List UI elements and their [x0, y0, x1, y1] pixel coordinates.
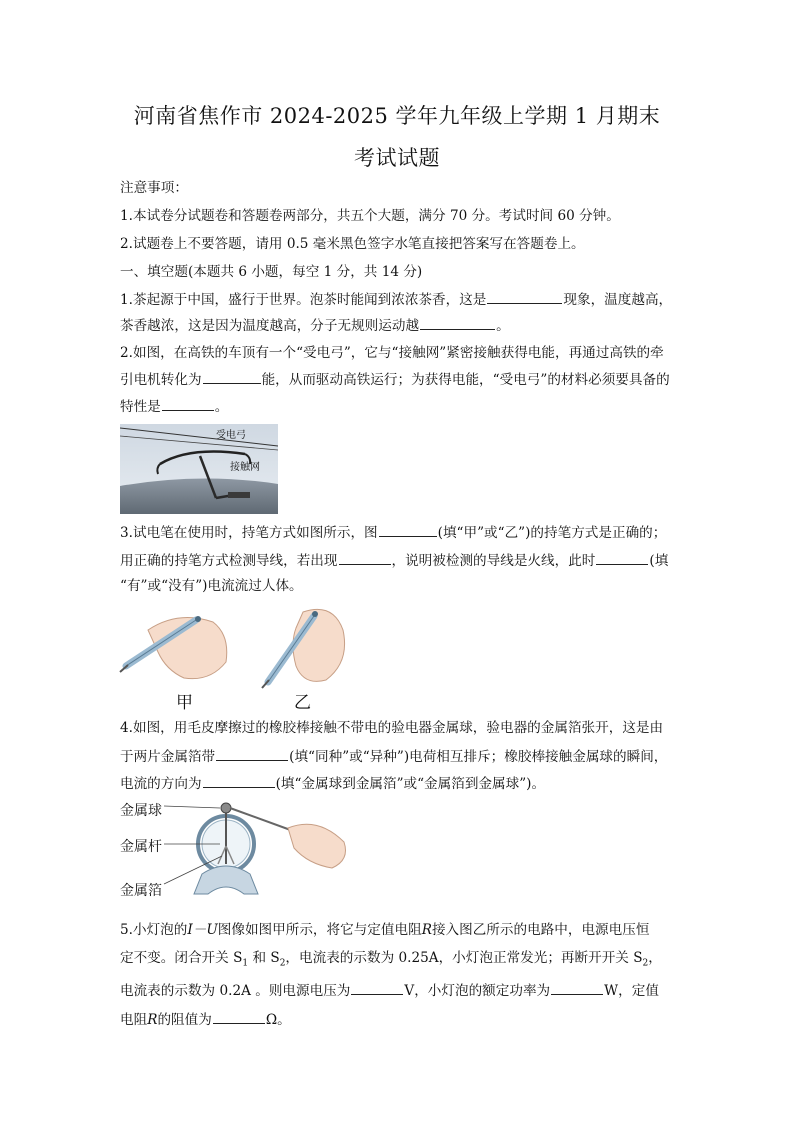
- q5-text-e: 和 S: [248, 950, 280, 966]
- test-pen-illustration: [118, 600, 358, 690]
- q3-text-c: 用正确的持笔方式检测导线，若出现: [120, 553, 338, 569]
- q1-blank-2[interactable]: [420, 315, 495, 330]
- test-pen-figure: [118, 600, 358, 713]
- q3-blank-1[interactable]: [379, 522, 437, 537]
- pantograph-label: 受电弓: [216, 430, 246, 441]
- q1-line1: [120, 289, 690, 310]
- q5-text-a: 5.小灯泡的: [120, 922, 188, 938]
- notes-heading: 注意事项：: [120, 180, 188, 196]
- q5-sub-3: 2: [642, 958, 649, 969]
- q3-line1: [120, 522, 690, 543]
- q5-text-c: 接入图乙所示的电路中，电源电压恒: [431, 922, 650, 938]
- q5-r-symbol-2: R: [147, 1012, 158, 1028]
- section-heading: 一、填空题(本题共 6 小题，每空 1 分，共 14 分): [120, 264, 423, 280]
- q3-text-b: (填“甲”或“乙”)的持笔方式是正确的；: [437, 525, 667, 541]
- q5-line3: [120, 980, 690, 1001]
- q2-line1: 2.如图，在高铁的车顶有一个“受电弓”，它与“接触网”紧密接触获得电能，再通过高铁的牵: [120, 345, 664, 361]
- q5-blank-2[interactable]: [551, 980, 603, 995]
- q3-line3: “有”或“没有”)电流流过人体。: [120, 578, 303, 594]
- q1-blank-1[interactable]: [487, 289, 562, 304]
- q4-line2: [120, 746, 690, 767]
- q4-text-d: (填“金属球到金属箔”或“金属箔到金属球”)。: [275, 776, 546, 792]
- q1-text-a: 1.茶起源于中国，盛行于世界。泡茶时能闻到浓浓茶香，这是: [120, 292, 487, 308]
- q4-line1: 4.如图，用毛皮摩擦过的橡胶棒接触不带电的验电器金属球，验电器的金属箔张开，这是由: [120, 720, 664, 736]
- label-metal-foil: 金属箔: [120, 883, 162, 899]
- q5-text-i: V，小灯泡的额定功率为: [404, 983, 551, 999]
- q2-text-b: 能，从而驱动高铁运行；为获得电能，“受电弓”的材料必须要具备的: [261, 372, 670, 388]
- q2-line2: [120, 369, 690, 390]
- q5-blank-3[interactable]: [213, 1009, 265, 1024]
- q5-text-d: 定不变。闭合开关 S: [120, 950, 243, 966]
- caption-jia: 甲: [176, 693, 193, 713]
- q3-line2: [120, 550, 690, 571]
- q1-text-b: 现象，温度越高，: [563, 292, 673, 308]
- q2-text-a: 引电机转化为: [120, 372, 202, 388]
- q2-text-c: 特性是: [120, 399, 161, 415]
- q4-line3: [120, 773, 690, 794]
- notes-item-2: 2.试题卷上不要答题，请用 0.5 毫米黑色签字水笔直接把答案写在答题卷上。: [120, 236, 585, 252]
- q5-sub-1: 1: [242, 958, 249, 969]
- page-title-line2: 考试试题: [354, 146, 440, 170]
- q1-text-c: 茶香越浓，这是因为温度越高，分子无规则运动越: [120, 318, 420, 334]
- q4-blank-2[interactable]: [203, 773, 275, 788]
- q3-text-e: (填: [649, 553, 669, 569]
- label-metal-rod: 金属杆: [120, 839, 162, 855]
- q5-line4: [120, 1009, 690, 1030]
- q4-text-a: 于两片金属箔带: [120, 749, 216, 765]
- q5-text-h: 电流表的示数为 0.2A 。则电源电压为: [120, 983, 351, 999]
- q5-text-k: 电阻: [120, 1012, 148, 1028]
- q2-line3: [120, 396, 690, 417]
- q4-text-c: 电流的方向为: [120, 776, 202, 792]
- q5-line2: [120, 948, 690, 974]
- q5-iu-symbol: I－U: [187, 922, 218, 938]
- q3-text-d: ，说明被检测的导线是火线，此时: [391, 553, 596, 569]
- page-title-line1: 河南省焦作市 2024-2025 学年九年级上学期 1 月期末: [133, 104, 661, 128]
- q2-text-d: 。: [214, 399, 229, 415]
- q4-blank-1[interactable]: [216, 746, 288, 761]
- q1-line2: [120, 315, 690, 336]
- caption-yi: 乙: [294, 693, 311, 713]
- q5-text-j: W，定值: [604, 983, 659, 999]
- notes-item-1: 1.本试卷分试题卷和答题卷两部分，共五个大题，满分 70 分。考试时间 60 分钟。: [120, 208, 620, 224]
- pantograph-photo: [120, 424, 278, 514]
- q5-text-l: 的阻值为: [157, 1012, 212, 1028]
- q1-text-d: 。: [496, 318, 510, 334]
- q5-r-symbol: R: [421, 922, 432, 938]
- q5-text-m: Ω。: [265, 1012, 291, 1028]
- electroscope-figure: [118, 798, 358, 908]
- q5-text-b: 图像如图甲所示，将它与定值电阻: [217, 922, 422, 938]
- catenary-label: 接触网: [230, 462, 260, 473]
- label-metal-ball: 金属球: [120, 803, 162, 819]
- q3-blank-3[interactable]: [596, 550, 648, 565]
- q5-line1: [120, 920, 690, 940]
- q2-blank-2[interactable]: [162, 396, 214, 411]
- q3-text-a: 3.试电笔在使用时，持笔方式如图所示，图: [120, 525, 378, 541]
- q5-sub-2: 2: [279, 958, 286, 969]
- q5-text-f: ，电流表的示数为 0.25A，小灯泡正常发光；再断开开关 S: [285, 950, 643, 966]
- q5-blank-1[interactable]: [351, 980, 403, 995]
- q3-blank-2[interactable]: [339, 550, 391, 565]
- q2-blank-1[interactable]: [203, 369, 261, 384]
- q5-text-g: ，: [648, 950, 662, 966]
- q4-text-b: (填“同种”或“异种”)电荷相互排斥；橡胶棒接触金属球的瞬间，: [289, 749, 668, 765]
